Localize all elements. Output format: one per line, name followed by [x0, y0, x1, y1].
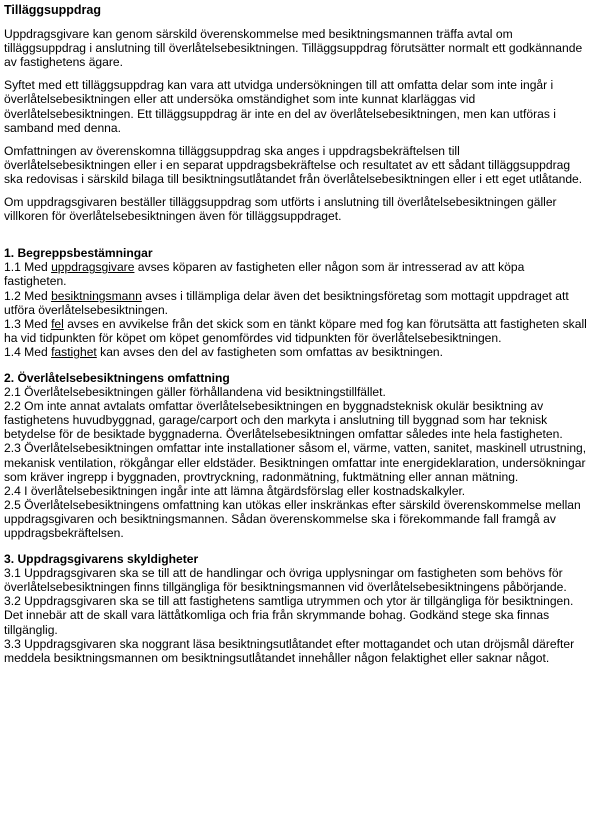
intro-paragraph: Uppdragsgivare kan genom särskild överenskommelse med besiktningsmannen träffa avtal om tilläggsuppdrag i anslutning till överlåtelsebesiktningen. Tilläggsuppdrag förutsätter normalt ett godkännande av fastighetens ägare.	[4, 27, 583, 70]
intro-paragraph: Om uppdragsgivaren beställer tilläggsuppdrag som utförts i anslutning till överlåtelsebesiktningen gäller villkoren för överlåtelsebesiktningen även för tilläggsuppdraget.	[4, 195, 557, 224]
scope-item: 2.3 Överlåtelsebesiktningen omfattar inte installationer såsom el, värme, vatten, sanitet, maskinell utrustning, mekanisk ventilation, rökgångar eller eldstäder. Besiktningen omfattar inte energideklaration, undersökningar som kräver ingrepp i byggnaden, provtryckning, radonmätning, fuktmätning eller annan mätning.	[4, 441, 587, 484]
definition-term: besiktningsmann	[51, 288, 142, 303]
definition-term: fastighet	[51, 344, 97, 359]
scope-item: 2.2 Om inte annat avtalats omfattar överlåtelsebesiktningen en byggnadsteknisk okulär besiktning av fastighetens huvudbyggnad, garage/carport och den markyta i anslutning till byggnad som har teknisk betydelse för de besiktade byggnaderna. Överlåtelsebesiktningen omfattar således inte hela fastigheten.	[4, 399, 563, 442]
intro-paragraph: Syftet med ett tilläggsuppdrag kan vara att utvidga undersökningen till att omfatta delar som inte ingår i överlåtelsebesiktningen eller att undersöka omständighet som inte kunnat klarläggas vid överlåtelsebesiktningen. Ett tilläggsuppdrag är inte en del av överlåtelsebesiktningen, men kan utföras i samband med denna.	[4, 78, 556, 135]
scope-item: 2.4 I överlåtelsebesiktningen ingår inte att lämna åtgärdsförslag eller kostnadskalkyler.	[4, 483, 466, 498]
definition-item	[4, 289, 588, 317]
definition-prefix: 1.2 Med	[4, 288, 52, 303]
definition-term: fel	[51, 316, 64, 331]
document	[4, 3, 588, 665]
definition-term: uppdragsgivare	[51, 260, 135, 275]
obligation-item: 3.2 Uppdragsgivaren ska se till att fastighetens samtliga utrymmen och ytor är tillgängliga för besiktningen. Det innebär att de skall vara lättåtkomliga och fria från skrymmande bohag. Godkänd stege ska finnas tillgänglig.	[4, 594, 574, 637]
section-definitions	[4, 246, 588, 359]
definition-text: avses i tillämpliga delar även det besiktningsföretag som mottagit uppdraget att utföra överlåtelsebesiktningen.	[4, 288, 569, 317]
definition-item	[4, 345, 588, 359]
section-heading: 3. Uppdragsgivarens skyldigheter	[4, 552, 199, 567]
section-obligations	[4, 552, 588, 665]
scope-item: 2.5 Överlåtelsebesiktningens omfattning kan utökas eller inskränkas efter särskild överenskommelse mellan uppdragsgivaren och besiktningsmannen. Sådan överenskommelse ska i förekommande fall framgå av uppdragsbekräftelsen.	[4, 497, 581, 540]
definition-prefix: 1.4 Med	[4, 344, 52, 359]
intro-paragraph: Omfattningen av överenskomna tilläggsuppdrag ska anges i uppdragsbekräftelsen till överlåtelsebesiktningen eller i en separat uppdragsbekräftelse och resultatet av ett sådant tilläggsuppdrag ska redovisas i särskild bilaga till besiktningsutlåtandet från överlåtelsebesiktningen eller i ett eget utlåtande.	[4, 143, 583, 186]
section-scope	[4, 371, 588, 540]
document-title: Tilläggsuppdrag	[4, 3, 101, 17]
scope-item: 2.1 Överlåtelsebesiktningen gäller förhållandena vid besiktningstillfället.	[4, 385, 386, 400]
definition-prefix: 1.1 Med	[4, 260, 52, 275]
definition-prefix: 1.3 Med	[4, 316, 52, 331]
definition-item	[4, 317, 588, 345]
definition-text: avses en avvikelse från det skick som en tänkt köpare med fog kan förutsätta att fastigheten skall ha vid tidpunkten för köpet om köpet genomfördes vid tidpunkten för överlåtelsebesiktningen.	[4, 316, 587, 345]
definition-item	[4, 260, 588, 288]
section-heading: 1. Begreppsbestämningar	[4, 246, 153, 261]
definition-text: avses köparen av fastigheten eller någon som är intresserad av att köpa fastigheten.	[4, 260, 525, 289]
definition-text: kan avses den del av fastigheten som omfattas av besiktningen.	[96, 344, 444, 359]
obligation-item: 3.3 Uppdragsgivaren ska noggrant läsa besiktningsutlåtandet efter mottagandet och utan dröjsmål därefter meddela besiktningsmannen om besiktningsutlåtandet innehåller någon felaktighet eller saknar något.	[4, 636, 575, 665]
section-heading: 2. Överlåtelsebesiktningens omfattning	[4, 370, 230, 385]
obligation-item: 3.1 Uppdragsgivaren ska se till att de handlingar och övriga upplysningar om fastigheten som behövs för överlåtelsebesiktningen finns tillgängliga för besiktningsmannen vid överlåtelsebesiktningens påbörjande.	[4, 566, 567, 595]
